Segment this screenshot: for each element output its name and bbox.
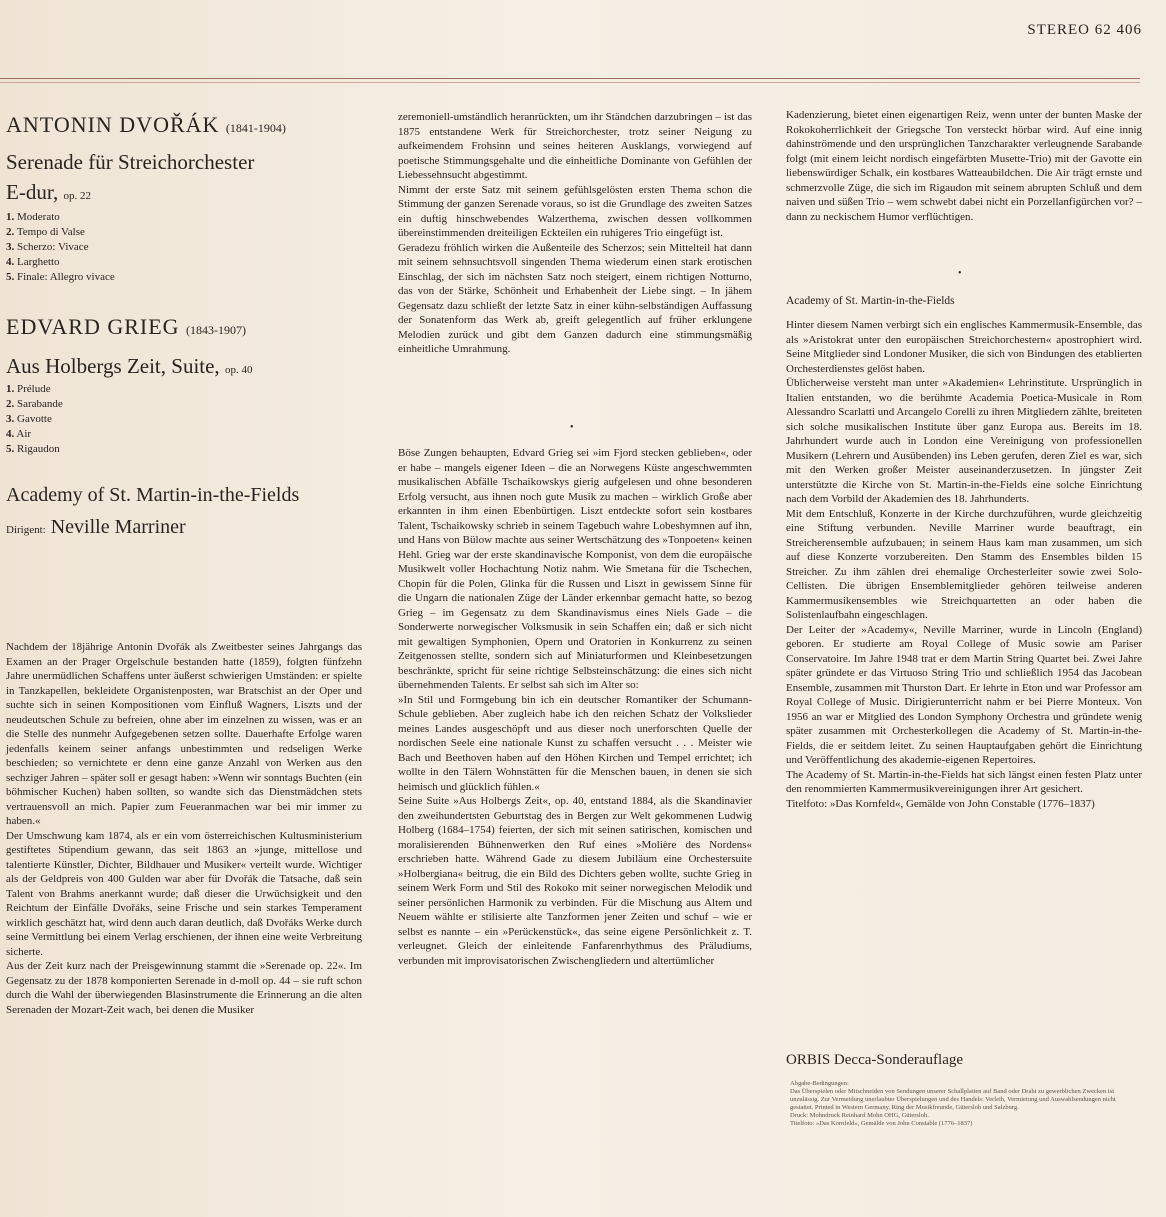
academy-heading: Academy of St. Martin-in-the-Fields [786, 295, 955, 307]
work-title: Serenade für Streichorchester [6, 150, 255, 174]
paragraph: Der Leiter der »Academy«, Neville Marriner, wurde in Lincoln (England) geboren. Er studierte am Royal College of Music sowie am Pariser Conservatoire. Im Jahre 1948 trat er dem Martin String Quartet bei. Zwei Jahre später gründete er das Virtuoso String Trio und schließlich 1954 das Jacobean Ensemble, zusammen mit Thurston Dart. Er lehrte in Eton und war Professor am Royal College of Music. Dirigierunterricht nahm er bei Pierre Monteux. Von 1956 an war er Mitglied des London Symphony Orchestra und gründete wenig später zusammen mit Orchesterkollegen die Academy of St. Martin-in-the-Fields, die er seitdem leitet. Zu seinen Hauptaufgaben gehört die Einrichtung und Veröffentlichung des akademie-eigenen Repertoires. [786, 623, 1142, 766]
dvorak-text [6, 640, 362, 1017]
movement-item: 1. Prélude [6, 383, 51, 395]
paragraph: Der Umschwung kam 1874, als er ein vom österreichischen Kultusministerium gestiftetes Stipendium gewann, das seit 1863 an »junge, mittellose und talentierte Künstler, Dichter, Bildhauer und Musiker« verteilt wurde. Wichtiger als der Geldpreis von 400 Gulden war aber für Dvořák die Tatsache, daß sein Talent von Brahms anerkannt wurde; daß dieser die Urwüchsigkeit und den Reichtum der Einfälle Dvořáks, seine Frische und sein starkes Temperament wirklich geschätzt hat, wird denn auch daran deutlich, daß Dvořáks Werke durch seine Vermittlung bei einem Verlag erschienen, der ihnen eine weite Verbreitung sicherte. [6, 829, 362, 958]
paragraph: Titelfoto: »Das Kornfeld«, Gemälde von John Constable (1776–1837) [786, 797, 1095, 810]
paragraph: Hinter diesem Namen verbirgt sich ein englisches Kammermusik-Ensemble, das als »Aristokrat unter den europäischen Streichorchestern« apostrophiert wird. Seine Mitglieder sind Londoner Musiker, die sich von Bindungen des etablierten Orchesterdienstes gelöst haben. [786, 319, 1142, 375]
section-separator: • [958, 268, 962, 279]
paragraph: The Academy of St. Martin-in-the-Fields hat sich längst einen festen Platz unter den renommierten Kammermusikvereinigungen ihrer Art gesichert. [786, 768, 1142, 795]
work-title: Aus Holbergs Zeit, Suite, op. 40 [6, 354, 253, 378]
composer-years: (1841-1904) [225, 121, 286, 135]
conductor-line [6, 516, 186, 539]
movement-item: 4. Air [6, 428, 32, 440]
grieg-text [398, 446, 752, 968]
movement-item: 5. Finale: Allegro vivace [6, 271, 115, 283]
movement-item: 1. Moderato [6, 211, 60, 223]
orbis-edition: ORBIS Decca-Sonderauflage [786, 1052, 964, 1068]
movement-item: 4. Larghetto [6, 256, 60, 268]
section-separator: • [570, 422, 574, 433]
divider-rule [0, 78, 1140, 79]
opus-label: op. 40 [224, 364, 253, 376]
catalog-number: STEREO 62 406 [1027, 22, 1142, 38]
paragraph: Seine Suite »Aus Holbergs Zeit«, op. 40, entstand 1884, als die Skandinavier den zweihundertsten Geburtstag des in Bergen zur Welt gekommenen Ludwig Holberg (1684–1754) feierten, der sich mit seinen satirischen, komischen und moralisierenden Bühnenwerken den Ruf eines »Molière des Nordens« erschrieben hatte. Während Gade zu diesem Jubiläum eine Orchestersuite »Holbergiana« beitrug, die ein Bild des Dichters geben wollte, suchte Grieg in seinem Werk Form und Stil des Rokoko mit seiner norwegischen Melodik und seiner persönlichen Harmonik zu verbinden. Für die Mischung aus Altem und Neuem wählte er stilisierte alte Tanzformen jener Zeiten und schuf – wie er selbst es nannte – ein »Perückenstück«, das seine eigene Persönlichkeit z. T. verleugnet. Gleich der einleitende Fanfarenrhythmus des Präludiums, verbunden mit improvisatorischen Zwischengliedern und altertümlicher [398, 795, 752, 967]
movement-item: 2. Tempo di Valse [6, 226, 85, 238]
fine-print [790, 1080, 1120, 1128]
fine-print-line: Das Überspielen oder Mitschneiden von Sendungen unserer Schallplatten auf Band oder Draht zu gewerblichen Zwecken ist unzulässig. Zur Vermeidung unerlaubter Überspielungen und des Handels: Verleih, Vermietung und Auswahlsendungen nicht gestattet. Printed in Western Germany. Ring der Musikfreunde, Gütersloh und Salzburg. [790, 1088, 1116, 1111]
divider-rule [0, 82, 1140, 83]
serenade-text [398, 110, 752, 357]
paragraph: Üblicherweise versteht man unter »Akademien« Lehrinstitute. Ursprünglich in Italien entstanden, wo die berühmte Academia Poetica-Musicale in Rom Alessandro Scarlatti und Arcangelo Corelli zu ihren Mitgliedern zählte, breiteten sich solche musikalischen Institute über ganz Europa aus. Bereits im 18. Jahrhundert wurde auch in London eine Vereinigung von professionellen Musikern (Lehrern und Ausübenden) ins Leben gerufen, deren Ziel es war, sich mit den Werken großer Meister auseinanderzusetzen. In jüngster Zeit unterstützte die Kirche von St. Martin-in-the-Fields eine solche Einrichtung nach dem Vorbild der Akademien des 18. Jahrhunderts. [786, 377, 1142, 505]
conductor-label: Dirigent: [6, 524, 46, 536]
movement-item: 2. Sarabande [6, 398, 63, 410]
header-bar [0, 0, 1166, 80]
paragraph: Nachdem der 18jährige Antonín Dvořák als Zweitbester seines Jahrgangs das Examen an der Prager Orgelschule bestanden hatte (1859), folgten fünfzehn Jahre unermüdlichen Schaffens unter äußerst schwierigen Umständen: er spielte in Tanzkapellen, bekleidete Organistenposten, war Bratschist an der Oper und suchte sich in seinen Kompositionen vom Einfluß Wagners, Liszts und der neudeutschen Schule zu befreien, ohne aber im einzelnen zu wissen, was er an die Stelle des nunmehr Aufgegebenen setzen sollte. Dauerhafte Erfolge waren jedenfalls keinem seiner anfangs unbestimmten und redseligen Werke beschieden; so vernichtete er denn eine ganze Anzahl von Werken aus den sechziger Jahren – später soll er gesagt haben: »Wenn wir sonntags Buchten (ein böhmischer Kuchen) haben sollten, so wandte sich das Dienstmädchen stets vertrauensvoll an mich. Papier zum Feueranmachen war bei mir immer zu haben.« [6, 641, 362, 827]
paragraph: Geradezu fröhlich wirken die Außenteile des Scherzos; sein Mittelteil hat dann mit seinem sehnsuchtsvoll singenden Thema wiederum einen stark erotischen Einschlag, der sich im nächsten Satz noch steigert, einem richtigen Notturno, das von der Stärke, Schönheit und Erhabenheit der Liebe singt. – In jähem Gegensatz dazu schließt der letzte Satz in einer kühn-selbständigen Auffassung der Sonatenform das Werk ab, greift gelegentlich auf früher erklungene Melodien zurück und gibt dem Ganzen dadurch eine stimmungsmäßig einheitliche Umrahmung. [398, 241, 752, 355]
movement-list [6, 210, 115, 285]
composer-years: (1843-1907) [186, 323, 247, 337]
paragraph: zeremoniell-umständlich heranrückten, um ihr Ständchen darzubringen – ist das 1875 entstandene Werk für Streichorchester, trotz seiner Neigung zu aufkeimendem Frohsinn und seines heiteren Ausklangs, vorwiegend auf poetische Stimmungsgehalte und die einheitliche Dominante von Gefühlen der Liebessehnsucht abgestimmt. [398, 111, 752, 181]
opus-label: op. 22 [63, 190, 91, 202]
conductor-name: Neville Marriner [50, 516, 186, 538]
paragraph: Mit dem Entschluß, Konzerte in der Kirche durchzuführen, wurde gleichzeitig eine Stiftung verbunden. Neville Marriner wurde beauftragt, ein Streicherensemble aufzubauen; in seinem Haus kam man zusammen, um sich auf diese Konzerte vorzubereiten. Den Stamm des Ensembles bilden 15 Streicher. Zu ihm zählen drei ehemalige Orchesterleiter sowie zwei Solo-Cellisten. Die übrigen Ensemblemitglieder gehören teilweise anderen Kammermusikensembles wie Streichquartetten an oder haben die Solistenlaufbahn eingeschlagen. [786, 507, 1142, 621]
paragraph: Böse Zungen behaupten, Edvard Grieg sei »im Fjord stecken geblieben«, oder er habe – mangels eigener Ideen – die an Norwegens Küste angeschwemmten musikalischen Abfälle Tschaikowskys gierig aufgelesen und ohne besonderen Erfolg versucht, aus ihnen noch gute Musik zu machen – wirklich Große aber erkannten in ihm einen Ebenbürtigen. Liszt entdeckte sofort sein kostbares Talent, Tschaikowsky schrieb in seinem Tagebuch wahre Lobeshymnen auf ihn, und Hans von Bülow machte aus seiner Wertschätzung des »Tonpoeten« keinen Hehl. Grieg war der erste skandinavische Komponist, von dem die europäische Musikwelt voller Hochachtung Notiz nahm. Wie Smetana für die Tschechen, Chopin für die Polen, Glinka für die Russen und Liszt in gewissem Sinne für die Ungarn die nationalen Züge der Länder erkennbar gemacht hatte, so bezog Grieg – im Gegensatz zu dem Skandinavismus eines Niels Gade – die Sonderwerte norwegischer Volksmusik in sein Schaffen ein; daß er sich nicht mit gewaltigen Symphonien, Opern und Oratorien in Konkurrenz zu seinen Zeitgenossen stellte, sondern sich auf Miniaturformen und Kleinbesetzungen beschränkte, spricht für seine richtige Selbsteinschätzung: die eines sich nicht übernehmenden Talents. Er selbst sah sich im Alter so: [398, 447, 752, 691]
movement-item: 3. Gavotte [6, 413, 52, 425]
composer-name: EDVARD GRIEG [6, 314, 180, 339]
movement-item: 3. Scherzo: Vivace [6, 241, 89, 253]
work-key [6, 180, 91, 205]
fine-print-line: Druck: Mohndruck Reinhard Mohn OHG, Gütersloh. [790, 1112, 929, 1119]
paragraph: Aus der Zeit kurz nach der Preisgewinnung stammt die »Serenade op. 22«. Im Gegensatz zu der 1878 komponierten Serenade in d-moll op. 44 – sie ruft schon durch die Wahl der überwiegenden Blasinstrumente die Erinnerung an die alten Serenaden der Mozart-Zeit wach, bei denen die Musiker [6, 960, 362, 1016]
fine-print-line: Titelfoto: »Das Kornfeld«, Gemälde von John Constable (1776–1837) [790, 1120, 973, 1127]
paragraph: Kadenzierung, bietet einen eigenartigen Reiz, wenn unter der bunten Maske der Rokokoherrlichkeit der Griegsche Ton versteckt hörbar wird. Auf eine innig dahinströmende und den ursprünglichen Tanzcharakter verleugnende Sarabande folgt (mit einem leicht nordisch eingefärbten Musette-Trio) mit der Gavotte ein liebenswürdiger Schalk, ein kostbares Watteaubildchen. Die Air trägt ernste und schmerzvolle Züge, die sich im Rigaudon mit seinem abrupten Schluß und dem naiven und süßen Trio – wem schwebt dabei nicht ein Porzellanfigürchen vor? – dann zu neckischem Humor verflüchtigen. [786, 109, 1142, 223]
holberg-text [786, 108, 1142, 224]
movement-item: 5. Rigaudon [6, 443, 60, 455]
key-label: E-dur, [6, 180, 59, 204]
ensemble-title: Academy of St. Martin-in-the-Fields [6, 484, 300, 506]
paragraph: Nimmt der erste Satz mit seinem gefühlsgelösten ersten Thema schon die Stimmung der ganzen Serenade voraus, so ist die Grundlage des zweiten Satzes ein duftig hinschwebendes Walzerthema, zwischen dessen vollkommen übereinstimmenden dreiteiligen Eckteilen ein ruhigeres Trio eingefügt ist. [398, 183, 752, 239]
composer-name: ANTONIN DVOŘÁK [6, 112, 220, 137]
paragraph: »In Stil und Formgebung bin ich ein deutscher Romantiker der Schumann-Schule geblieben. Aber zugleich habe ich den reichen Schatz der Volkslieder meines Landes ausgeschöpft und aus dieser noch unerforschten Quelle der nordischen Seele eine nationale Kunst zu schaffen versucht . . . Meister wie Bach und Beethoven haben auf den Höhen Kirchen und Tempel errichtet; ich wollte in den Tälern Wohnstätten für die Menschen bauen, in denen sie sich heimisch und glücklich fühlen.« [398, 693, 752, 793]
composer-grieg [6, 314, 246, 340]
fine-print-line: Abgabe-Bedingungen: [790, 1080, 849, 1087]
movement-list [6, 382, 63, 457]
academy-text [786, 318, 1142, 811]
composer-dvorak [6, 112, 286, 138]
